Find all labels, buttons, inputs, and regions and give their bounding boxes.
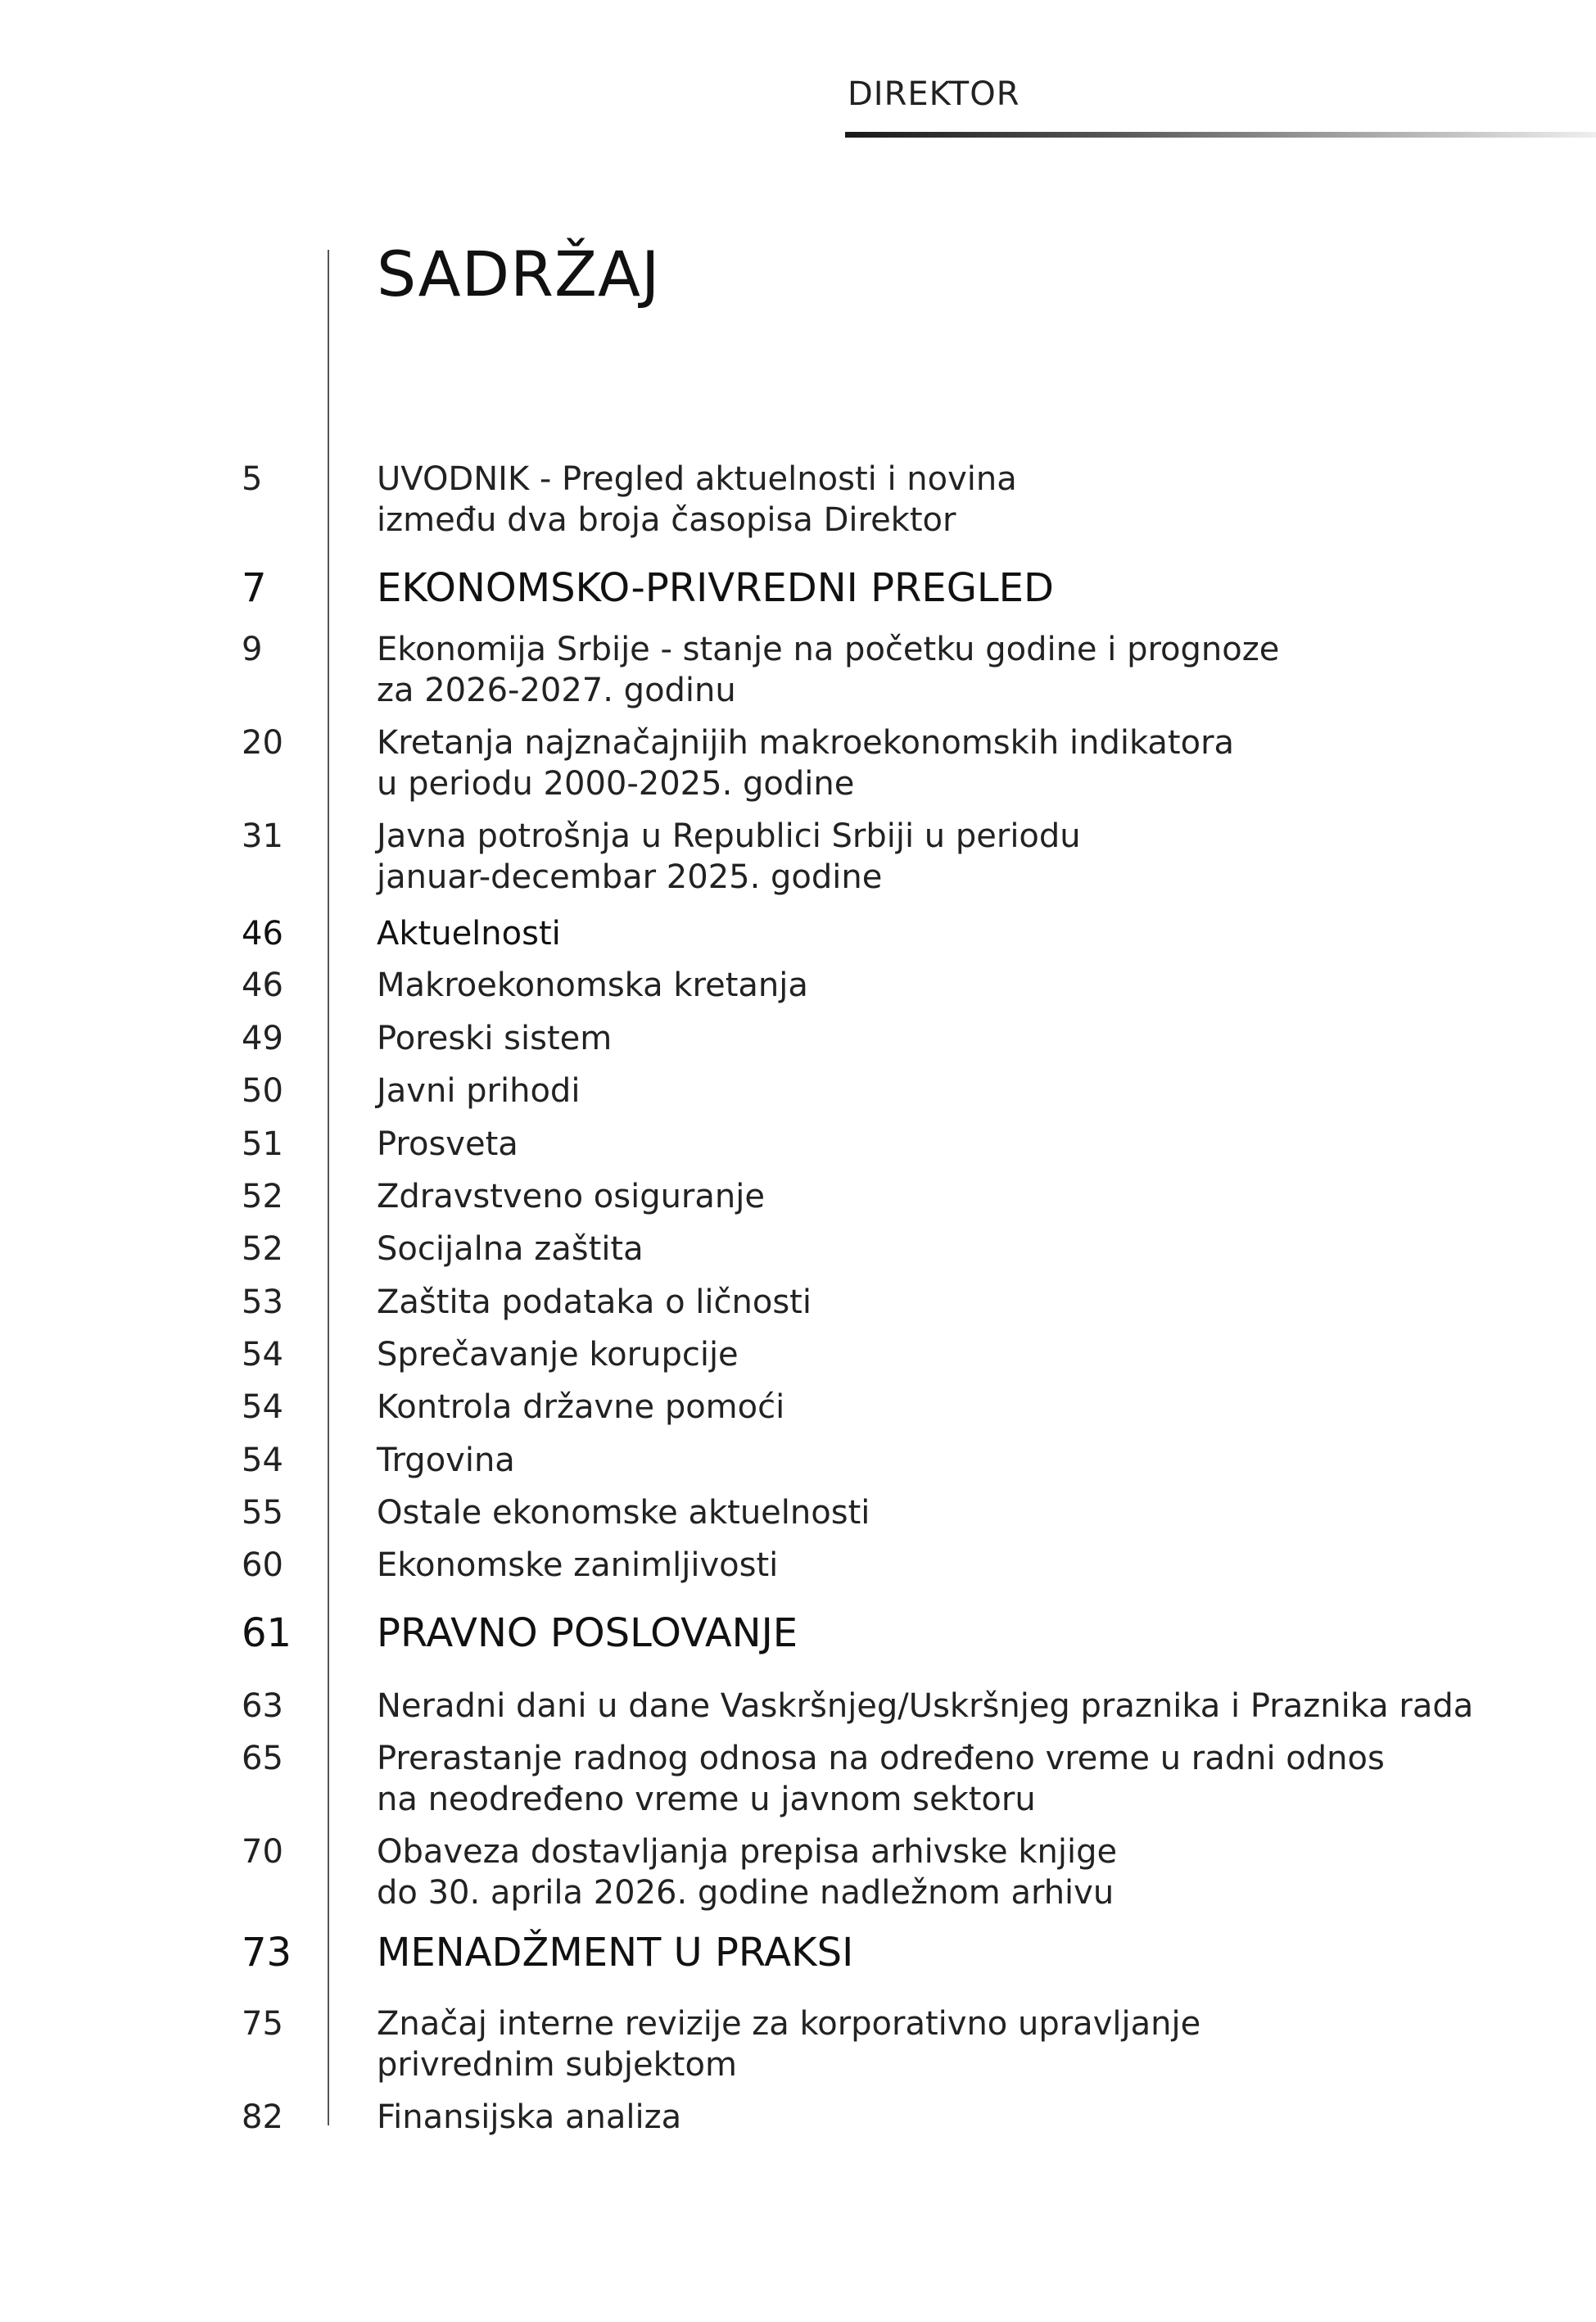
toc-page-number: 61 <box>242 1610 292 1656</box>
toc-page-number: 55 <box>242 1494 283 1532</box>
toc-entry-title <box>377 1738 1385 1820</box>
toc-page-number: 53 <box>242 1283 283 1321</box>
toc-divider-line <box>328 250 329 2125</box>
toc-entry-title-line: januar-decembar 2025. godine <box>377 858 883 896</box>
toc-entry-title-line: Ostale ekonomske aktuelnosti <box>377 1494 870 1532</box>
toc-entry-title-line: Prosveta <box>377 1125 518 1163</box>
toc-entry-title-line: privrednim subjektom <box>377 2046 737 2084</box>
toc-entry-title-line: Kontrola državne pomoći <box>377 1388 785 1426</box>
toc-page-number: 60 <box>242 1546 283 1584</box>
toc-entry-title <box>377 459 1017 541</box>
toc-entry-title <box>377 913 561 954</box>
toc-entry-title <box>377 1545 778 1586</box>
toc-entry-title <box>377 565 1054 611</box>
toc-entry-title-line: između dva broja časopisa Direktor <box>377 501 956 539</box>
toc-entry-title <box>377 1176 765 1217</box>
toc-entry-title <box>377 1492 870 1533</box>
toc-page-number: 65 <box>242 1740 283 1777</box>
toc-page-number: 82 <box>242 2098 283 2136</box>
toc-page-number: 52 <box>242 1230 283 1268</box>
toc-page-number: 75 <box>242 2005 283 2043</box>
toc-entry-title-line: Zdravstveno osiguranje <box>377 1178 765 1215</box>
toc-entry-title-line: Trgovina <box>377 1442 515 1479</box>
toc-entry-title-line: Kretanja najznačajnijih makroekonomskih indikatora <box>377 724 1235 762</box>
toc-entry-title-line: Javni prihodi <box>377 1072 581 1110</box>
toc-page-number: 46 <box>242 915 283 953</box>
toc-entry-title-line: PRAVNO POSLOVANJE <box>377 1610 798 1656</box>
toc-page-number: 7 <box>242 565 267 611</box>
toc-entry-title-line: do 30. aprila 2026. godine nadležnom arhivu <box>377 1874 1114 1912</box>
toc-page-number: 31 <box>242 817 283 855</box>
toc-entry-title <box>377 722 1234 804</box>
toc-entry-title-line: na neodređeno vreme u javnom sektoru <box>377 1781 1036 1818</box>
toc-page-number: 54 <box>242 1388 283 1426</box>
toc-title: SADRŽAJ <box>377 238 661 310</box>
toc-entry-title-line: MENADŽMENT U PRAKSI <box>377 1930 854 1976</box>
toc-entry-title-line: Obaveza dostavljanja prepisa arhivske knjige <box>377 1833 1118 1871</box>
toc-entry-title <box>377 2097 681 2138</box>
toc-entry-title-line: za 2026-2027. godinu <box>377 672 736 709</box>
toc-entry-title <box>377 1610 798 1656</box>
toc-entry-title <box>377 1387 784 1428</box>
toc-entry-title <box>377 1686 1473 1727</box>
toc-page-number: 54 <box>242 1336 283 1374</box>
toc-entry-title <box>377 629 1279 711</box>
toc-entry-title-line: Sprečavanje korupcije <box>377 1336 739 1374</box>
toc-entry-title-line: EKONOMSKO-PRIVREDNI PREGLED <box>377 565 1054 611</box>
toc-entry-title-line: Značaj interne revizije za korporativno upravljanje <box>377 2005 1201 2043</box>
toc-entry-title-line: Javna potrošnja u Republici Srbiji u periodu <box>377 817 1081 855</box>
toc-page-number: 49 <box>242 1020 283 1057</box>
toc-entry-title-line: Makroekonomska kretanja <box>377 966 808 1004</box>
toc-page-number: 70 <box>242 1833 283 1871</box>
toc-entry-title-line: Socijalna zaštita <box>377 1230 644 1268</box>
toc-entry-title-line: Zaštita podataka o ličnosti <box>377 1283 812 1321</box>
toc-page-number: 20 <box>242 724 283 762</box>
toc-entry-title <box>377 1018 612 1059</box>
toc-page-number: 9 <box>242 631 263 668</box>
toc-entry-title-line: Finansijska analiza <box>377 2098 682 2136</box>
toc-page-number: 63 <box>242 1687 283 1725</box>
toc-entry-title-line: Poreski sistem <box>377 1020 613 1057</box>
toc-entry-title-line: Prerastanje radnog odnosa na određeno vreme u radni odnos <box>377 1740 1385 1777</box>
toc-entry-title <box>377 1124 518 1165</box>
toc-entry-title <box>377 1229 644 1270</box>
toc-entry-title <box>377 2003 1200 2085</box>
toc-page-number: 54 <box>242 1442 283 1479</box>
toc-entry-title <box>377 1440 515 1481</box>
toc-page-number: 46 <box>242 966 283 1004</box>
toc-entry-title <box>377 1831 1117 1913</box>
toc-page-number: 50 <box>242 1072 283 1110</box>
toc-entry-title <box>377 1930 853 1976</box>
toc-entry-title <box>377 1070 580 1111</box>
toc-entry-title-line: UVODNIK - Pregled aktuelnosti i novina <box>377 460 1017 498</box>
toc-entry-title <box>377 1334 739 1375</box>
toc-entry-title-line: Neradni dani u dane Vaskršnjeg/Uskršnjeg praznika i Praznika rada <box>377 1687 1474 1725</box>
toc-page-number: 52 <box>242 1178 283 1215</box>
toc-entry-title <box>377 1282 812 1323</box>
toc-entry-title-line: Ekonomija Srbije - stanje na početku godine i prognoze <box>377 631 1280 668</box>
toc-entry-title-line: Ekonomske zanimljivosti <box>377 1546 779 1584</box>
toc-entry-title-line: u periodu 2000-2025. godine <box>377 765 855 803</box>
toc-page-number: 5 <box>242 460 263 498</box>
header-rule <box>845 132 1596 138</box>
toc-page-number: 73 <box>242 1930 292 1976</box>
toc-entry-title <box>377 965 808 1006</box>
toc-entry-title-line: Aktuelnosti <box>377 915 561 953</box>
toc-page-number: 51 <box>242 1125 283 1163</box>
toc-entry-title <box>377 816 1081 898</box>
running-head-title: DIREKTOR <box>848 75 1020 113</box>
